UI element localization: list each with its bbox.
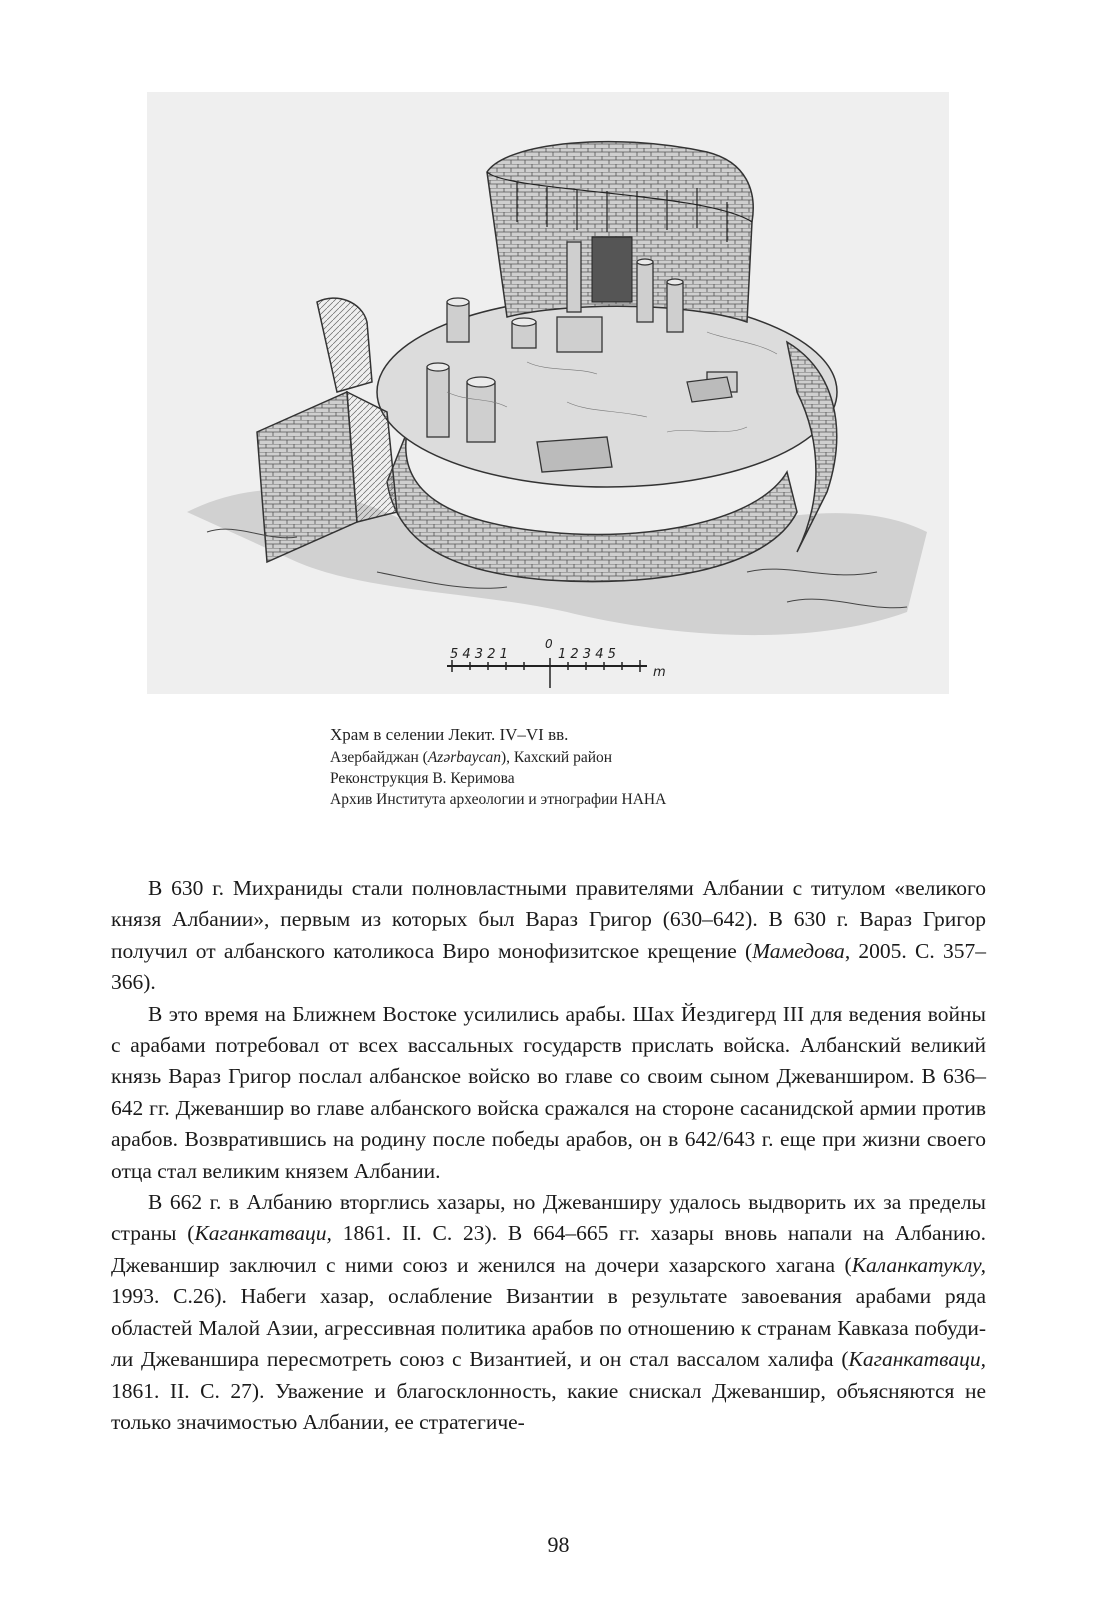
figure-caption	[330, 723, 970, 810]
body-text	[111, 873, 986, 1438]
citation-author: Каганкатваци,	[194, 1221, 332, 1246]
paragraph-1-text: В 630 г. Михраниды стали полновластными правителями Албании с титулом «великого князя Албании», первым из которых был Вараз Григор (630–642). В 630 г. Вараз Григор получил от албанского католикоса Виро монофизитское крещение (	[111, 876, 986, 963]
scale-unit: m	[653, 665, 666, 680]
citation-author: Каланкатуклу,	[851, 1252, 986, 1277]
caption-location	[330, 747, 970, 768]
scale-right-digits: 1 2 3 4 5	[558, 647, 616, 662]
caption-reconstruction: Реконструкция В. Керимова	[330, 770, 515, 787]
paragraph-3-text-3: 1993. С.26). Набеги хазар, ослабление Византии в результате завоевания арабами ряда областей Малой Азии, агрессивная политика арабов по отношению к странам Кавказа побудили Джеваншира пересмотреть союз с Византией, и он стал вассалом халифа (	[111, 1284, 986, 1372]
caption-title: Храм в селении Лекит. IV–VI вв.	[330, 725, 569, 744]
paragraph-1	[111, 873, 986, 999]
paragraph-3-text-2: 1861. II. С. 23). В 664–665 гг. хазары вновь напали на Албанию. Джеваншир заключил с ними союз и женился на дочери хазарского хагана (	[111, 1221, 987, 1277]
temple-reconstruction-drawing	[147, 92, 949, 694]
caption-location-suffix: ), Кахский район	[501, 749, 613, 766]
paragraph-3	[111, 1187, 986, 1438]
caption-archive: Архив Института археологии и этнографии НАНА	[330, 791, 667, 808]
scale-left-digits: 5 4 3 2 1	[450, 647, 508, 662]
citation-author: Каганкатваци,	[848, 1347, 986, 1372]
citation-author: Мамедова	[752, 938, 845, 963]
citation-rest: , 2005. С. 357–366).	[111, 938, 987, 995]
page-number: 98	[547, 1532, 570, 1557]
caption-location-prefix: Азербайджан (	[330, 749, 428, 766]
paragraph-3-text-4: 1861. II. С. 27). Уважение и благосклонность, какие снискал Джеваншир, объясняются не только значимостью Албании, ее стратегиче-	[111, 1378, 986, 1434]
scale-zero: 0	[545, 637, 553, 651]
paragraph-2: В это время на Ближнем Востоке усилились арабы. Шах Йездигерд III для ведения войны с арабами потребовал от всех вассальных государств прислать войска. Албанский великий князь Вараз Григор послал албанское войско во главе со своим сыном Джеванширом. В 636–642 гг. Джеваншир во главе албанского войска сражался на стороне сасанидской армии против арабов. Возвратившись на родину после победы арабов, он в 642/643 г. еще при жизни своего отца стал великим князем Албании.	[111, 1001, 986, 1183]
caption-location-italic: Azərbaycan	[427, 749, 501, 766]
paragraph-3-text-1: В 662 г. в Албанию вторглись хазары, но Джеванширу удалось выдворить их за пределы страны (	[111, 1190, 986, 1246]
temple-drawing-svg	[147, 92, 949, 694]
scale-bar	[447, 637, 666, 688]
